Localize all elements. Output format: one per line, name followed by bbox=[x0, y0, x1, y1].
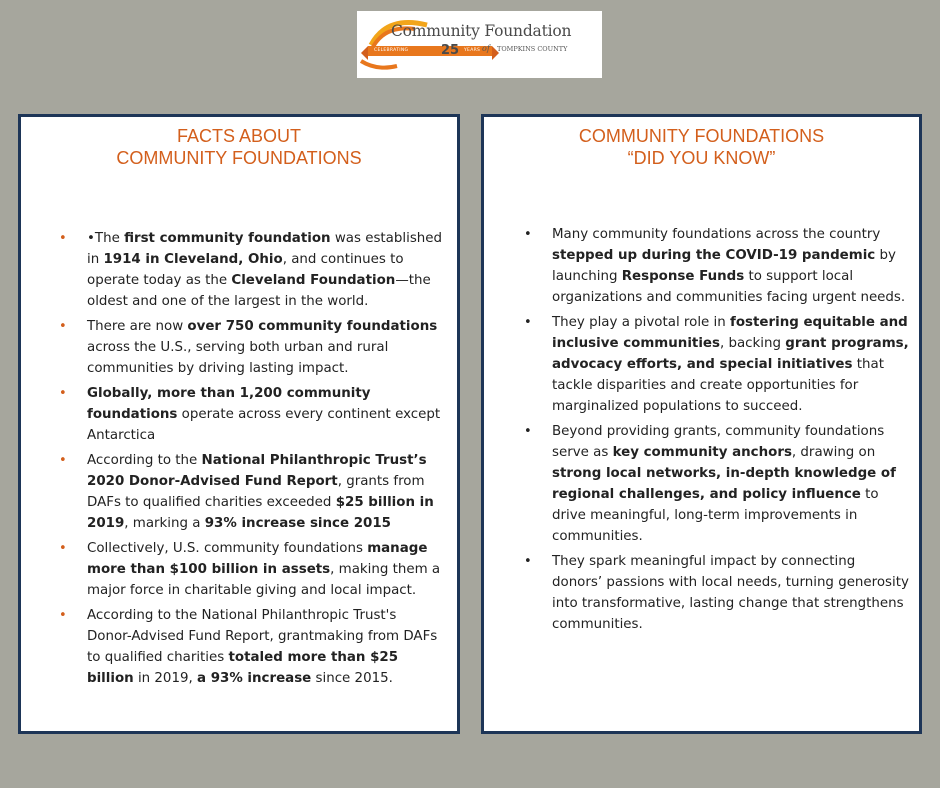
did-you-know-panel bbox=[481, 114, 922, 734]
did-you-know-heading-line1: COMMUNITY FOUNDATIONS bbox=[578, 126, 825, 146]
list-item bbox=[524, 312, 909, 417]
text: , grants from DAFs to qualified charities exceeded bbox=[87, 474, 425, 510]
text: —the oldest and one of the largest in the world. bbox=[87, 273, 431, 309]
did-you-know-list bbox=[524, 224, 909, 639]
text: Many community foundations across the country bbox=[552, 227, 881, 242]
bullet-icon: • bbox=[524, 315, 532, 330]
bold-text: over 750 community foundations bbox=[187, 319, 438, 334]
text: •The bbox=[87, 231, 125, 246]
bullet-icon: • bbox=[59, 386, 67, 401]
list-item bbox=[524, 551, 909, 635]
did-you-know-heading-line2: “DID YOU KNOW” bbox=[627, 148, 776, 168]
text: that tackle disparities and create opportunities for marginalized populations to succeed. bbox=[552, 357, 884, 414]
text: to support local organizations and communities facing urgent needs. bbox=[552, 269, 906, 305]
text: They play a pivotal role in bbox=[552, 315, 731, 330]
text: According to the National Philanthropic Trust's Donor-Advised Fund Report, grantmaking from DAFs to qualified charities bbox=[87, 608, 438, 665]
logo-celebrating: CELEBRATING bbox=[374, 48, 409, 53]
bold-text: $25 billion in 2019 bbox=[87, 495, 434, 531]
bullet-icon: • bbox=[524, 424, 532, 439]
list-item bbox=[59, 450, 444, 534]
list-item bbox=[59, 383, 444, 446]
bold-text: first community foundation bbox=[124, 231, 331, 246]
logo-25: 25 bbox=[441, 43, 460, 58]
text: There are now bbox=[87, 319, 188, 334]
text: to drive meaningful, long-term improvements in communities. bbox=[552, 487, 879, 544]
logo-years: YEARS bbox=[464, 48, 481, 53]
text: , and continues to operate today as the bbox=[87, 252, 404, 288]
list-item bbox=[524, 421, 909, 547]
bold-text: Globally, more than 1,200 community foundations bbox=[87, 386, 371, 422]
bold-text: manage more than $100 billion in assets bbox=[87, 541, 428, 577]
facts-heading-line1: FACTS ABOUT bbox=[176, 126, 302, 146]
bullet-icon: • bbox=[59, 319, 67, 334]
did-you-know-heading bbox=[484, 125, 919, 169]
text: , drawing on bbox=[791, 445, 876, 460]
text: operate across every continent except Antarctica bbox=[87, 407, 441, 443]
logo bbox=[357, 11, 602, 78]
facts-heading bbox=[21, 125, 457, 169]
text: in 2019, bbox=[133, 671, 197, 686]
logo-title: Community Foundation bbox=[391, 22, 572, 40]
logo-of: of bbox=[482, 44, 490, 53]
bold-text: Response Funds bbox=[621, 269, 745, 284]
bold-text: key community anchors bbox=[612, 445, 792, 460]
list-item bbox=[59, 228, 444, 312]
bold-text: fostering equitable and inclusive communities bbox=[552, 315, 908, 351]
bold-text: National Philanthropic Trust’s 2020 Donor-Advised Fund Report bbox=[87, 453, 427, 489]
facts-panel bbox=[18, 114, 460, 734]
bold-text: grant programs, advocacy efforts, and special initiatives bbox=[552, 336, 909, 372]
text: , backing bbox=[719, 336, 786, 351]
logo-county: TOMPKINS COUNTY bbox=[497, 45, 568, 53]
text: They spark meaningful impact by connecting donors’ passions with local needs, turning generosity into transformative, lasting change that strengthens communities. bbox=[552, 554, 909, 632]
bullet-icon: • bbox=[59, 608, 67, 623]
text: Collectively, U.S. community foundations bbox=[87, 541, 368, 556]
text: , making them a major force in charitable giving and local impact. bbox=[87, 562, 441, 598]
bullet-icon: • bbox=[524, 554, 532, 569]
facts-heading-line2: COMMUNITY FOUNDATIONS bbox=[116, 148, 362, 168]
bold-text: 93% increase since 2015 bbox=[204, 516, 391, 531]
bold-text: totaled more than $25 billion bbox=[87, 650, 399, 686]
text: was established in bbox=[87, 231, 443, 267]
bold-text: 1914 in Cleveland, Ohio bbox=[103, 252, 283, 267]
bullet-icon: • bbox=[59, 453, 67, 468]
text: , marking a bbox=[124, 516, 205, 531]
bullet-icon: • bbox=[59, 541, 67, 556]
bold-text: a 93% increase bbox=[197, 671, 312, 686]
list-item bbox=[59, 316, 444, 379]
bold-text: strong local networks, in-depth knowledge of regional challenges, and policy influence bbox=[552, 466, 896, 502]
bullet-icon: • bbox=[524, 227, 532, 242]
facts-list bbox=[59, 228, 444, 693]
text: by launching bbox=[552, 248, 896, 284]
bold-text: Cleveland Foundation bbox=[231, 273, 396, 288]
bold-text: stepped up during the COVID-19 pandemic bbox=[552, 248, 876, 263]
bullet-icon: • bbox=[59, 231, 67, 246]
text: Beyond providing grants, community foundations serve as bbox=[552, 424, 885, 460]
list-item bbox=[59, 605, 444, 689]
text: across the U.S., serving both urban and rural communities by driving lasting impact. bbox=[87, 340, 389, 376]
list-item bbox=[59, 538, 444, 601]
text: since 2015. bbox=[311, 671, 393, 686]
list-item bbox=[524, 224, 909, 308]
text: According to the bbox=[87, 453, 202, 468]
